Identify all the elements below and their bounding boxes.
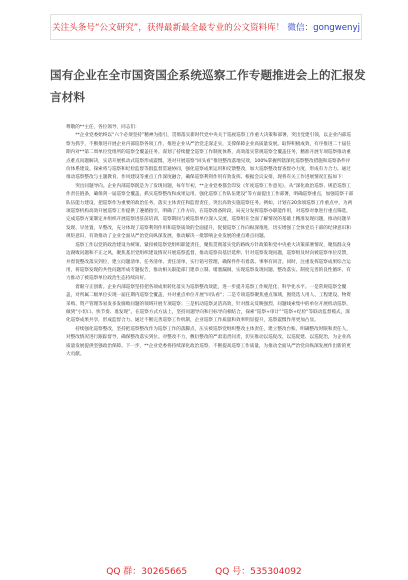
footer-qq-number: QQ 号：535304092 [215, 566, 302, 577]
banner-wechat: 微信：gongwenyj [287, 23, 360, 33]
footer [0, 560, 408, 580]
document-title: 国有企业在全市国资国企系统巡察工作专题推进会上的汇报发言材料 [50, 68, 366, 104]
footer-qq-group: QQ 群：30265665 [106, 566, 188, 577]
body-paragraph: 突出问题导向。企业内部巡察既是为了发现问题，每年年初，**企业党委都会印发《年度巡察工作意见》，从“深化政治巡察、规范巡察工作责任链条，确保剑一届巡察全覆盖、抓实巡察整改和成果运用、强化巡察工作队伍建设”等方面提出工作部署，明确巡察重点，加强巡察干部队伍能力建设，把巡察作为重要的政治任务，落实主体责任和监督责任，突出高效实施巡察任务。例如，计划在20余项巡察工作重点中，为两项巡察机构高效开展巡察工作提供了遵循指引，明确了工作方向，在巡察准备阶段，局充分发挥巡察办职能作用，对巡察对象进行重点筛选，完成巡察方案制定并组织开展巡察进驻前培训，巡察期间与被巡察单位深入交流，巡察组在全面了解情况的基础上精准发现问题，推动问题早发现、早处置、早整改，充分体现了巡察利剑作用和巡察质效的全面提升，促使巡察工作向纵深推进，切实增强了全体党员干部的纪律意识和规矩意识，有效推动了企业全面从严治党向纵深发展，推动解决一批影响企业发展的重点难点问题。 [66, 183, 354, 240]
header-banner [50, 14, 362, 40]
body-paragraph: 着眼守正创新。企业内部巡察坚持把各项成果转化落实为巡察整改效能，进一步提升巡察工作规范化、科学化水平。一是常规巡察全覆盖，对所属二级单位实现一届任期内巡察全覆盖，并对重点单位开展“回头看”；二是专项巡察聚焦重点领域，围绕选人用人、工程建设、物资采购、资产管理等易发多发腐败问题的领域开展专项巡察；三是机动巡察灵活高效，针对群众反映强烈、问题线索集中的单位开展机动巡察，做到“小切口、快节奏、准发现”。在巡察方式方法上，坚持问题导向和目标导向相结合，探索“巡察+审计”“巡察+纪检”等联动监督模式，深化巡察成果共享，形成监督合力。通过不断完善巡察工作机制，企业巡察工作质量和效率明显提升，巡察震慑作用更加凸显。 [66, 284, 351, 324]
body-paragraph: 尊敬的**主任，各位领导，同志们： [66, 125, 140, 130]
body-paragraph: 持续强化巡察整改，坚持把巡察整改作为巡察工作的落脚点，压实被巡察党组织整改主体责任，建立整改台账，明确整改时限和责任人，对整改情况进行跟踪督导，确保整改落实到位。对整改不力、敷衍整改的严肃追责问责，切实推动以巡促改、以巡促建、以巡促治，为企业高质量发展提供坚强政治保障。下一步，**企业党委将持续深化政治巡察，不断提高巡察工作质量，为推动全面从严治党向纵深发展作出新的更大贡献。 [66, 326, 351, 357]
document-body [66, 124, 354, 554]
banner-text-red: 关注头条号“公文研究”，获得最新最全最专业的公文资料库！ [52, 23, 285, 33]
body-paragraph: 巡察工作以党的政治建设为统领，紧扣被巡察党组织职能责任，聚焦贯彻落实党的路线方针政策和党中央重大决策部署情况，聚焦群众身边腐败问题和不正之风，聚焦基层党组织建设情况开展巡察监督，推动巡察向基层延伸。针对巡察发现问题，巡察组及时向被巡察单位反馈，并督促整改落实到位，建立问题清单、任务清单、责任清单，实行销号管理，确保件件有着落、事事有回音。同时，注重发挥巡察成果综合运用，将巡察发现的共性问题形成专题报告，推动相关职能部门建章立制、堵塞漏洞，实现巡察发现问题、整改落实、制度完善的良性循环，有力推动了被巡察单位政治生态持续向好。 [66, 242, 351, 282]
body-paragraph: **企业党委始终以“六个必须坚持”精神为指引，贯彻落实新时代党中央关于巡视巡察工作重大决策和部署，突出党建引领，以企业内部巡察为抓手，不断推进开展企业内部巡察各项工作，推进企业从严治党走深走实，支撑保障企业高质量发展。取得积极成效，有序推进二十届任期内对**第二周单位党组所的巡察全覆盖任务。谋划了持续健全巡察工作制度体系，高效落实常规巡察全覆盖任务，精准开展专项巡察推动重点难点问题解决，实话开展机动式巡察形成震慑，进对开展巡察“回头看”推进整改落地见效，100%掌握所辖深化巡察整改措施和巡察条件评价体系建设。探索将与巡察和纪检监督等群监督贯通协同，强化巡察成果运用和反馈整改，加大巡察整改督查督办力度，形成有力合力。通过推动巡察整改与主题教育、作风建设等重点工作深度融合，确保巡察利剑作用有效发挥。根据会议安排，现将有关工作进展情况汇报如下： [66, 133, 351, 181]
